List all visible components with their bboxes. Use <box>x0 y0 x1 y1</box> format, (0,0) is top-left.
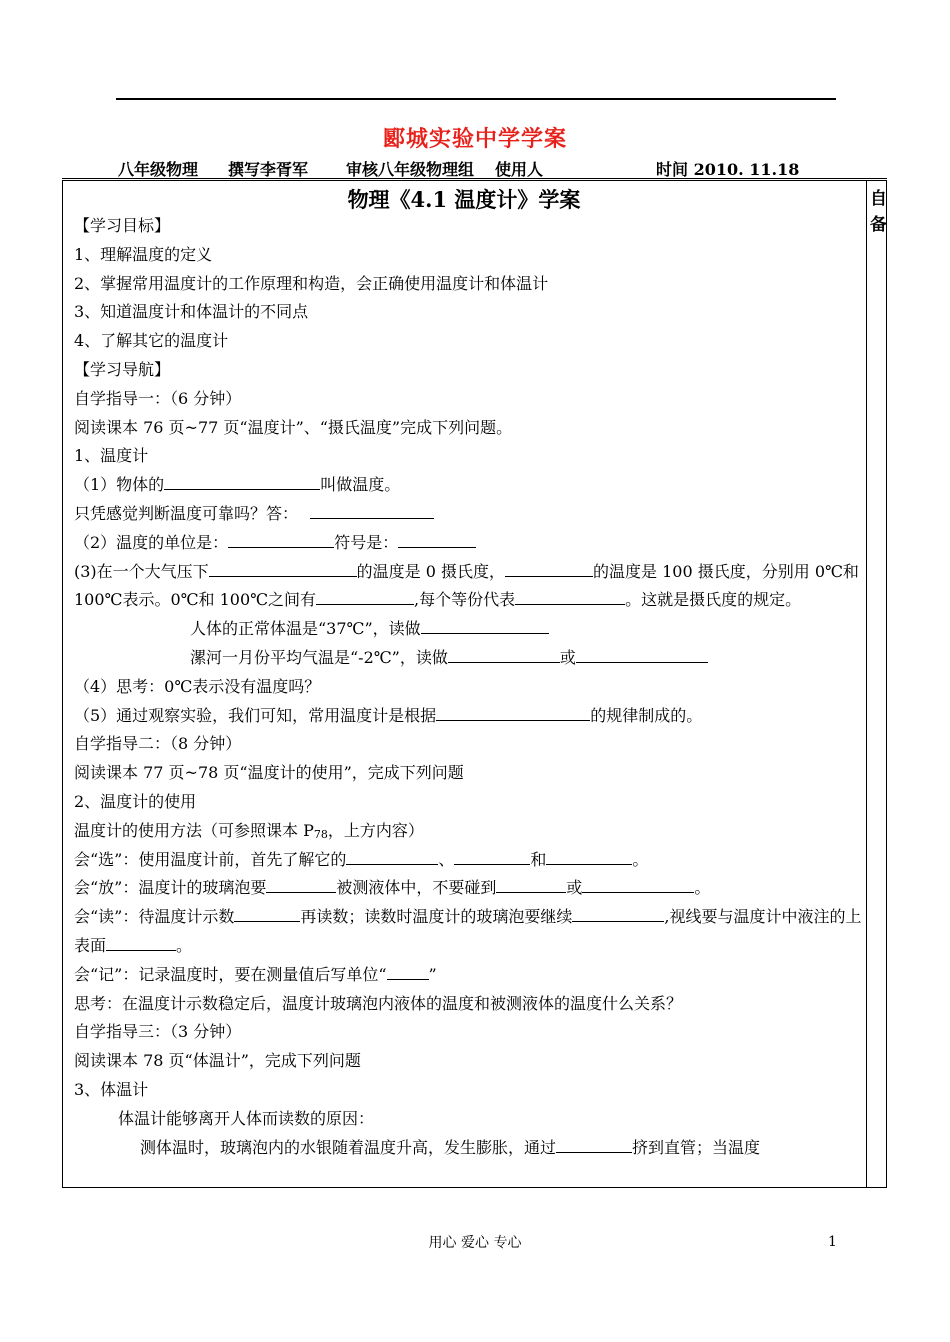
question-line: （1）物体的 叫做温度。 <box>74 471 864 500</box>
instruction-text: 阅读课本 77 页~78 页“温度计的使用”，完成下列问题 <box>74 763 464 783</box>
author-label: 撰写李胥军 <box>228 160 309 179</box>
user-label: 使用人 <box>495 160 544 179</box>
question-line: 思考：在温度计示数稳定后，温度计玻璃泡内液体的温度和被测液体的温度什么关系？ <box>74 993 683 1013</box>
answer-blank[interactable] <box>387 961 429 980</box>
answer-blank[interactable] <box>106 932 176 951</box>
instruction-text: 阅读课本 78 页“体温计”，完成下列问题 <box>74 1051 361 1071</box>
question-paragraph: (3)在一个大气压下 的温度是 0 摄氏度， 的温度是 100 摄氏度，分别用 0℃和 100℃表示。0℃和 100℃之间有 ,每个等份代表 。这就是摄氏度的规定。 <box>74 558 864 616</box>
section-heading: 【学习目标】 <box>74 216 171 235</box>
question-line: 体温计能够离开人体而读数的原因： <box>118 1108 375 1128</box>
objective-item: 4、了解其它的温度计 <box>74 331 229 351</box>
question-line: 测体温时，玻璃泡内的水银随着温度升高，发生膨胀，通过 挤到直管；当温度 <box>74 1134 864 1163</box>
question-line: 人体的正常体温是“37℃”，读做 <box>74 615 864 644</box>
answer-blank[interactable] <box>346 846 438 865</box>
answer-blank[interactable] <box>228 529 334 548</box>
header-meta <box>118 157 838 179</box>
answer-blank[interactable] <box>266 874 336 893</box>
side-note-char: 自 <box>870 189 887 209</box>
answer-blank[interactable] <box>448 644 560 663</box>
question-line: 会“记”：记录温度时，要在测量值后写单位“ ” <box>74 961 864 990</box>
date-label: 时间 2010. 11.18 <box>656 160 800 179</box>
objective-item: 1、理解温度的定义 <box>74 244 213 264</box>
question-line: （5）通过观察实验，我们可知，常用温度计是根据 的规律制成的。 <box>74 702 864 731</box>
question-line: （4）思考：0℃表示没有温度吗？ <box>74 676 321 696</box>
reviewer-label: 审核八年级物理组 <box>346 160 475 179</box>
answer-blank[interactable] <box>164 471 320 490</box>
answer-blank[interactable] <box>234 903 300 922</box>
objective-item: 2、掌握常用温度计的工作原理和构造，会正确使用温度计和体温计 <box>74 273 549 293</box>
guide-heading: 自学指导二：（8 分钟） <box>74 734 242 754</box>
header-rule <box>116 98 836 100</box>
answer-blank[interactable] <box>515 586 625 605</box>
question-line: （2）温度的单位是： 符号是： <box>74 529 864 558</box>
side-column-divider <box>866 180 867 1188</box>
question-line: 会“选”：使用温度计前，首先了解它的 、 和 。 <box>74 846 864 875</box>
section-heading: 【学习导航】 <box>74 359 171 379</box>
instruction-text: 阅读课本 76 页~77 页“温度计”、“摄氏温度”完成下列问题。 <box>74 417 513 437</box>
grade-label: 八年级物理 <box>118 160 199 179</box>
worksheet-body <box>74 212 864 1162</box>
question-line: 漯河一月份平均气温是“-2℃”，读做 或 <box>74 644 864 673</box>
answer-blank[interactable] <box>582 874 694 893</box>
answer-blank[interactable] <box>436 702 590 721</box>
guide-heading: 自学指导三：（3 分钟） <box>74 1022 242 1042</box>
answer-blank[interactable] <box>546 846 632 865</box>
answer-blank[interactable] <box>209 558 357 577</box>
footer-motto: 用心 爱心 专心 <box>428 1235 522 1251</box>
topic-heading: 3、体温计 <box>74 1079 149 1099</box>
answer-blank[interactable] <box>310 500 434 519</box>
topic-heading: 2、温度计的使用 <box>74 791 197 811</box>
side-note <box>870 186 886 238</box>
page-number: 1 <box>828 1234 837 1250</box>
school-title: 郾城实验中学学案 <box>382 126 567 152</box>
answer-blank[interactable] <box>505 558 593 577</box>
answer-blank[interactable] <box>496 874 566 893</box>
objective-item: 3、知道温度计和体温计的不同点 <box>74 302 309 322</box>
question-line: 会“放”：温度计的玻璃泡要 被测液体中，不要碰到 或 。 <box>74 874 864 903</box>
question-paragraph: 会“读”：待温度计示数 再读数；读数时温度计的玻璃泡要继续 ,视线要与温度计中液注的上表面 。 <box>74 903 864 961</box>
side-note-char: 备 <box>870 215 887 235</box>
answer-blank[interactable] <box>398 529 476 548</box>
answer-blank[interactable] <box>454 846 530 865</box>
page-title: 物理《4.1 温度计》学案 <box>347 187 581 212</box>
question-line: 只凭感觉判断温度可靠吗？答： <box>74 500 864 529</box>
answer-blank[interactable] <box>576 644 708 663</box>
topic-heading: 1、温度计 <box>74 446 149 466</box>
answer-blank[interactable] <box>421 615 549 634</box>
instruction-text: 温度计的使用方法（可参照课本 P78，上方内容） <box>74 820 424 841</box>
answer-blank[interactable] <box>556 1134 632 1153</box>
meta-underline <box>62 178 887 179</box>
answer-blank[interactable] <box>572 903 664 922</box>
answer-blank[interactable] <box>316 586 414 605</box>
guide-heading: 自学指导一：（6 分钟） <box>74 388 242 408</box>
